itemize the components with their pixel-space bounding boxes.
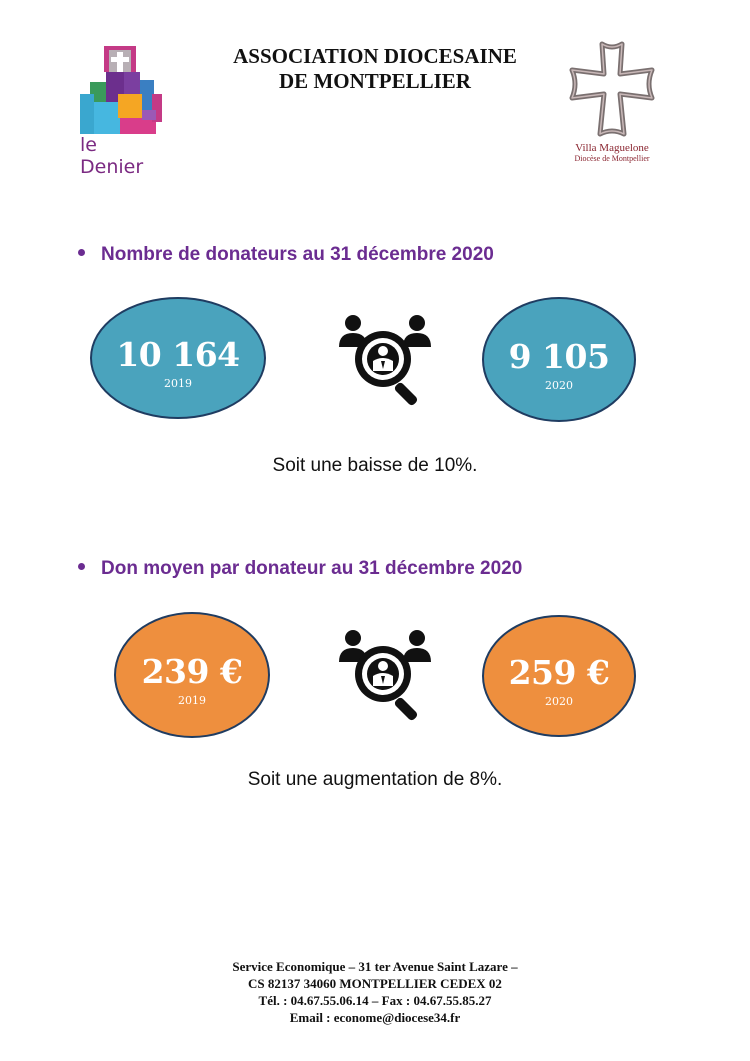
section-heading-average-gift — [78, 558, 522, 580]
footer-address — [100, 958, 650, 1026]
donors-2019-ellipse — [90, 297, 266, 419]
average-2019-value: 239 € — [141, 652, 243, 691]
le-denier-logo — [78, 44, 166, 178]
footer-email: Email : econome@diocese34.fr — [289, 1010, 461, 1025]
cross-logo-icon — [562, 40, 662, 140]
average-summary: Soit une augmentation de 8%. — [247, 769, 503, 790]
average-2020-year: 2020 — [545, 695, 573, 708]
title-line-1: ASSOCIATION DIOCESAINE — [233, 44, 517, 68]
footer-line-2: CS 82137 34060 MONTPELLIER CEDEX 02 — [248, 976, 502, 991]
person-search-icon — [337, 626, 433, 722]
church-logo-icon — [78, 44, 166, 136]
donors-2019-value: 10 164 — [116, 335, 240, 374]
average-2019-ellipse — [114, 612, 270, 738]
average-2019-year: 2019 — [178, 694, 206, 707]
logo-left-text: le Denier — [80, 134, 144, 178]
average-2020-value: 259 € — [508, 653, 610, 692]
footer-line-1: Service Economique – 31 ter Avenue Saint Lazare – — [232, 959, 518, 974]
villa-maguelone-logo — [562, 40, 662, 165]
donors-summary: Soit une baisse de 10%. — [272, 455, 478, 476]
donors-2019-year: 2019 — [164, 377, 192, 390]
person-search-icon — [337, 311, 433, 407]
bullet-icon — [78, 249, 85, 256]
logo-right-line-1: Villa Maguelone — [575, 142, 649, 154]
title-line-2: DE MONTPELLIER — [279, 69, 471, 93]
donors-2020-year: 2020 — [545, 379, 573, 392]
footer-line-3: Tél. : 04.67.55.06.14 – Fax : 04.67.55.85.27 — [258, 993, 492, 1008]
donors-2020-value: 9 105 — [508, 337, 610, 376]
average-2020-ellipse — [482, 615, 636, 737]
heading-text: Don moyen par donateur au 31 décembre 2020 — [101, 558, 523, 579]
heading-text: Nombre de donateurs au 31 décembre 2020 — [101, 244, 494, 265]
bullet-icon — [78, 563, 85, 570]
page-title — [160, 44, 590, 94]
section-heading-donors — [78, 244, 494, 266]
logo-right-line-2: Diocèse de Montpellier — [574, 154, 650, 163]
donors-2020-ellipse — [482, 297, 636, 422]
